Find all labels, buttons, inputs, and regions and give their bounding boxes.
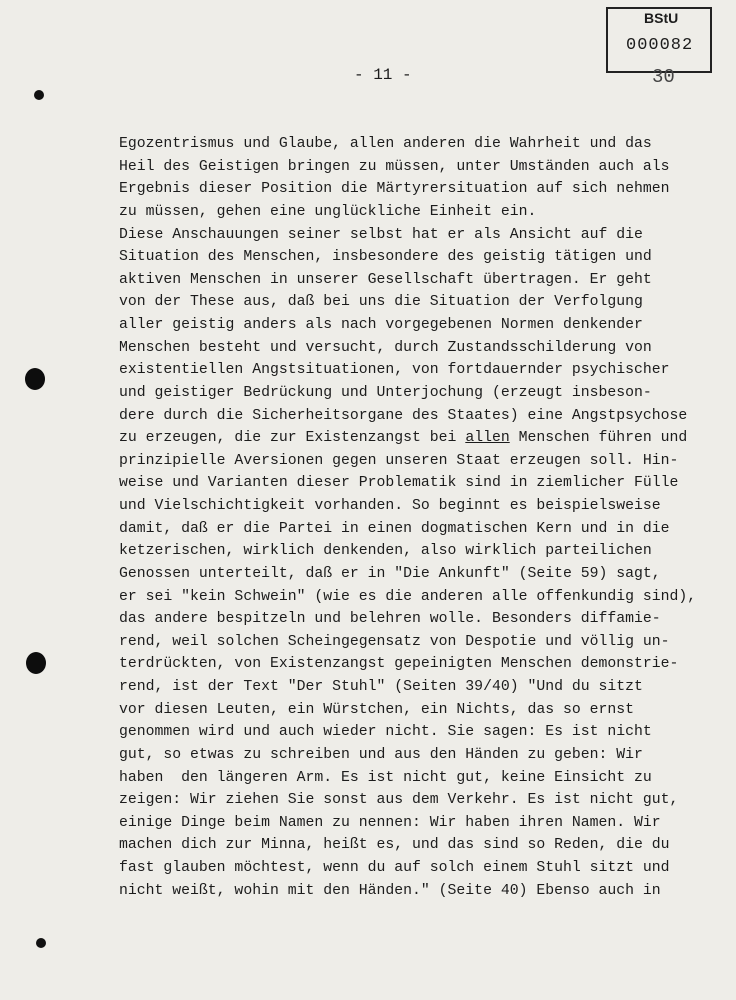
text-line: haben den längeren Arm. Es ist nicht gut, keine Einsicht zu bbox=[119, 769, 652, 786]
text-segment: Menschen führen und bbox=[509, 430, 688, 447]
stamp-number: 000082 bbox=[626, 36, 694, 55]
text-line: rend, weil solchen Scheingegensatz von Despotie und völlig un- bbox=[119, 633, 670, 650]
text-line: genommen wird und auch wieder nicht. Sie sagen: Es ist nicht bbox=[119, 724, 652, 741]
text-line: existentiellen Angstsituationen, von fortdauernder psychischer bbox=[119, 362, 670, 379]
text-line: Diese Anschauungen seiner selbst hat er als Ansicht auf die bbox=[119, 226, 643, 243]
body-text bbox=[119, 133, 719, 902]
punch-hole-upper bbox=[25, 368, 45, 390]
text-line: und geistiger Bedrückung und Unterjochung (erzeugt insbeson- bbox=[119, 384, 652, 401]
text-line: zeigen: Wir ziehen Sie sonst aus dem Verkehr. Es ist nicht gut, bbox=[119, 792, 679, 809]
text-line: rend, ist der Text "Der Stuhl" (Seiten 39/40) "Und du sitzt bbox=[119, 679, 643, 695]
punch-hole-top bbox=[34, 90, 44, 100]
folio-number: 30 bbox=[652, 66, 675, 88]
text-line: Menschen besteht und versucht, durch Zustandsschilderung von bbox=[119, 339, 652, 356]
text-line: gut, so etwas zu schreiben und aus den Händen zu geben: Wir bbox=[119, 746, 643, 763]
text-line: vor diesen Leuten, ein Würstchen, ein Nichts, das so ernst bbox=[119, 701, 635, 718]
text-line: damit, daß er die Partei in einen dogmatischen Kern und in die bbox=[119, 520, 670, 537]
text-line: dere durch die Sicherheitsorgane des Staates) eine Angstpsychose bbox=[119, 407, 688, 424]
text-line: Ergebnis dieser Position die Märtyrersituation auf sich nehmen bbox=[119, 181, 670, 198]
text-line: Genossen unterteilt, daß er in "Die Ankunft" (Seite 59) sagt, bbox=[119, 565, 661, 582]
text-line: Heil des Geistigen bringen zu müssen, unter Umständen auch als bbox=[119, 158, 670, 175]
text-line: terdrückten, von Existenzangst gepeinigten Menschen demonstrie- bbox=[119, 656, 679, 673]
punch-hole-lower bbox=[26, 652, 46, 674]
underlined-word: allen bbox=[465, 430, 510, 447]
archive-stamp bbox=[606, 7, 712, 73]
text-line: von der These aus, daß bei uns die Situation der Verfolgung bbox=[119, 294, 643, 311]
text-line: Situation des Menschen, insbesondere des geistig tätigen und bbox=[119, 249, 652, 266]
text-segment: zu erzeugen, die zur Existenzangst bei bbox=[119, 430, 466, 447]
text-line: einige Dinge beim Namen zu nennen: Wir haben ihren Namen. Wir bbox=[119, 814, 661, 831]
text-line: nicht weißt, wohin mit den Händen." (Seite 40) Ebenso auch in bbox=[119, 882, 661, 899]
text-line: aller geistig anders als nach vorgegebenen Normen denkender bbox=[119, 317, 643, 333]
punch-hole-bottom bbox=[36, 938, 46, 948]
text-line: aktiven Menschen in unserer Gesellschaft übertragen. Er geht bbox=[119, 271, 652, 288]
text-line: prinzipielle Aversionen gegen unseren Staat erzeugen soll. Hin- bbox=[119, 452, 679, 469]
text-line: das andere bespitzeln und belehren wolle. Besonders diffamie- bbox=[119, 611, 661, 628]
text-line: zu müssen, gehen eine unglückliche Einheit ein. bbox=[119, 203, 537, 220]
text-line: Egozentrismus und Glaube, allen anderen die Wahrheit und das bbox=[119, 136, 652, 152]
text-line: ketzerischen, wirklich denkenden, also wirklich parteilichen bbox=[119, 543, 652, 560]
text-line: fast glauben möchtest, wenn du auf solch einem Stuhl sitzt und bbox=[119, 860, 670, 876]
stamp-label: BStU bbox=[644, 10, 679, 26]
text-line: er sei "kein Schwein" (wie es die anderen alle offenkundig sind), bbox=[119, 588, 697, 605]
page-number: - 11 - bbox=[354, 66, 412, 84]
text-line-emphasis bbox=[119, 427, 719, 450]
text-line: und Vielschichtigkeit vorhanden. So beginnt es beispielsweise bbox=[119, 498, 661, 514]
text-line: weise und Varianten dieser Problematik sind in ziemlicher Fülle bbox=[119, 475, 679, 492]
text-line: machen dich zur Minna, heißt es, und das sind so Reden, die du bbox=[119, 837, 670, 854]
